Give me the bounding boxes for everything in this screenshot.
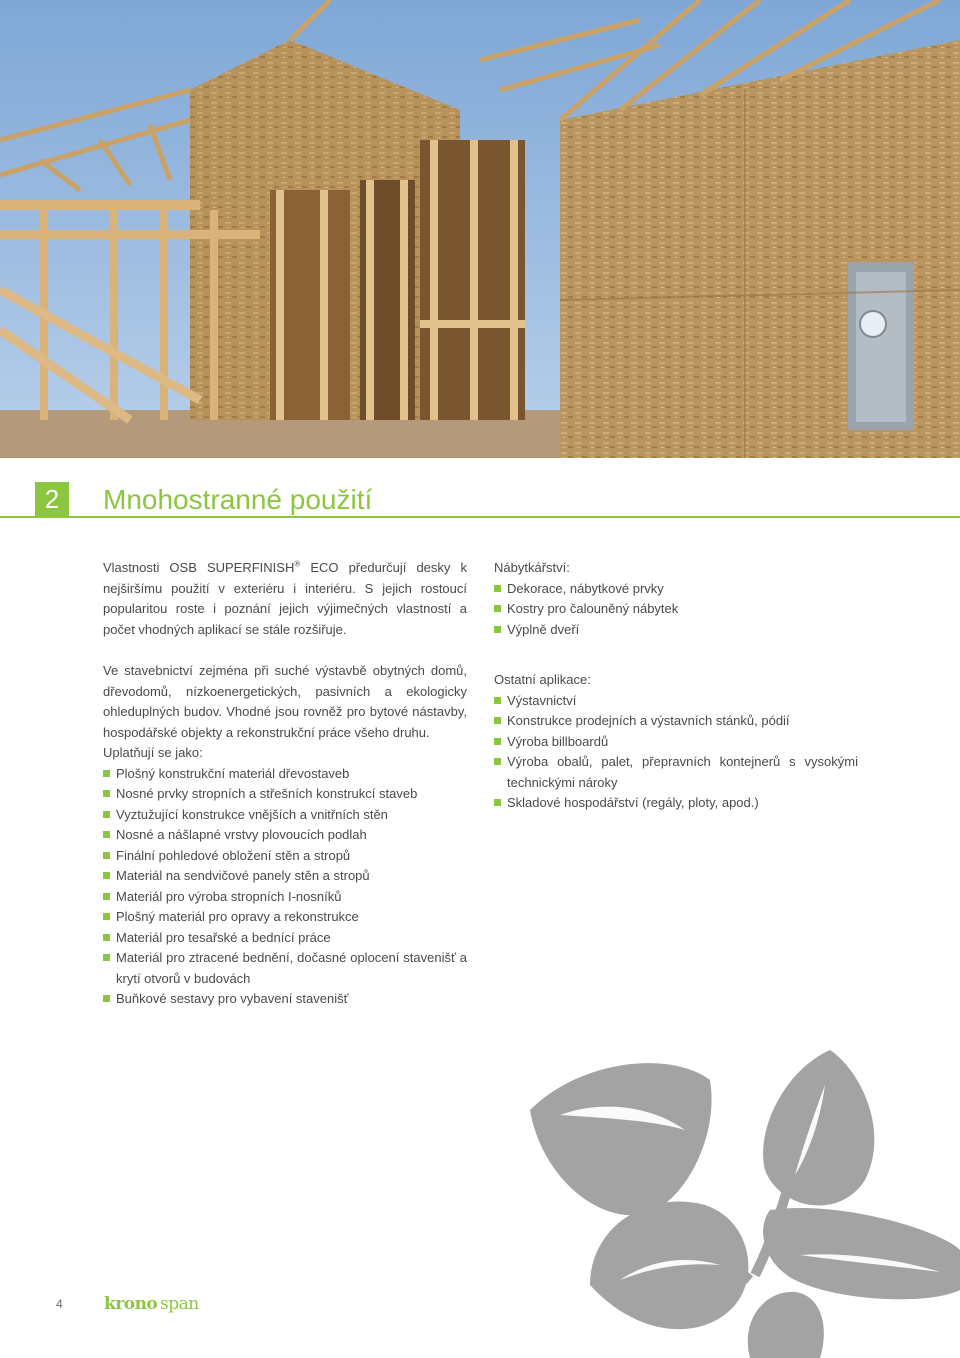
page-number: 4 — [56, 1297, 63, 1311]
uses-list — [103, 764, 467, 1010]
uses-heading: Uplatňují se jako: — [103, 745, 203, 760]
list-item: Finální pohledové obložení stěn a stropů — [103, 846, 467, 867]
section-number: 2 — [35, 482, 69, 516]
section-divider — [0, 516, 960, 518]
list-item: Materiál pro výroba stropních I-nosníků — [103, 887, 467, 908]
list-item: Materiál pro ztracené bednění, dočasné oplocení stavenišť a krytí otvorů v budovách — [103, 948, 467, 989]
construction-paragraph: Ve stavebnictví zejména při suché výstavbě obytných domů, dřevodomů, nízkoenergetických, pasivních a ekologicky ohleduplných budov. Vhodné jsou rovněž pro bytové nástavby, hospodářské objekty a rekonstrukční práce všeho druhu. — [103, 663, 467, 740]
svg-text:krono: krono — [104, 1294, 158, 1313]
other-heading: Ostatní aplikace: — [494, 672, 591, 687]
construction-photo — [0, 0, 960, 458]
list-item: Kostry pro čalouněný nábytek — [494, 599, 858, 620]
list-item: Vyztužující konstrukce vnějších a vnitřních stěn — [103, 805, 467, 826]
list-item: Výroba billboardů — [494, 732, 858, 753]
list-item: Dekorace, nábytkové prvky — [494, 579, 858, 600]
list-item: Buňkové sestavy pro vybavení stavenišť — [103, 989, 467, 1010]
leaf-decoration-icon — [520, 1040, 960, 1358]
other-list — [494, 691, 858, 814]
right-column — [494, 558, 858, 814]
intro-paragraph: Vlastnosti OSB SUPERFINISH® ECO předurčují desky k nejširšímu použití v exteriéru i interiéru. S jejich rostoucí popularitou roste i poznání jejich výjimečných vlastností a počet vhodných aplikací se stále rozšiřuje. — [103, 559, 467, 637]
section-title: Mnohostranné použití — [103, 484, 373, 515]
list-item: Výstavnictví — [494, 691, 858, 712]
list-item: Materiál pro tesařské a bednící práce — [103, 928, 467, 949]
list-item: Konstrukce prodejních a výstavních stánků, pódií — [494, 711, 858, 732]
list-item: Výplně dveří — [494, 620, 858, 641]
svg-text:span: span — [160, 1294, 199, 1313]
furniture-heading: Nábytkářství: — [494, 560, 570, 575]
furniture-list — [494, 579, 858, 641]
list-item: Plošný konstrukční materiál dřevostaveb — [103, 764, 467, 785]
list-item: Nosné a nášlapné vrstvy plovoucích podlah — [103, 825, 467, 846]
list-item: Nosné prvky stropních a střešních konstrukcí staveb — [103, 784, 467, 805]
list-item: Skladové hospodářství (regály, ploty, apod.) — [494, 793, 858, 814]
list-item: Výroba obalů, palet, přepravních kontejnerů s vysokými technickými nároky — [494, 752, 858, 793]
kronospan-logo — [104, 1293, 216, 1313]
registered-mark: ® — [294, 559, 301, 569]
list-item: Plošný materiál pro opravy a rekonstrukce — [103, 907, 467, 928]
list-item: Materiál na sendvičové panely stěn a stropů — [103, 866, 467, 887]
left-column — [103, 558, 467, 1010]
